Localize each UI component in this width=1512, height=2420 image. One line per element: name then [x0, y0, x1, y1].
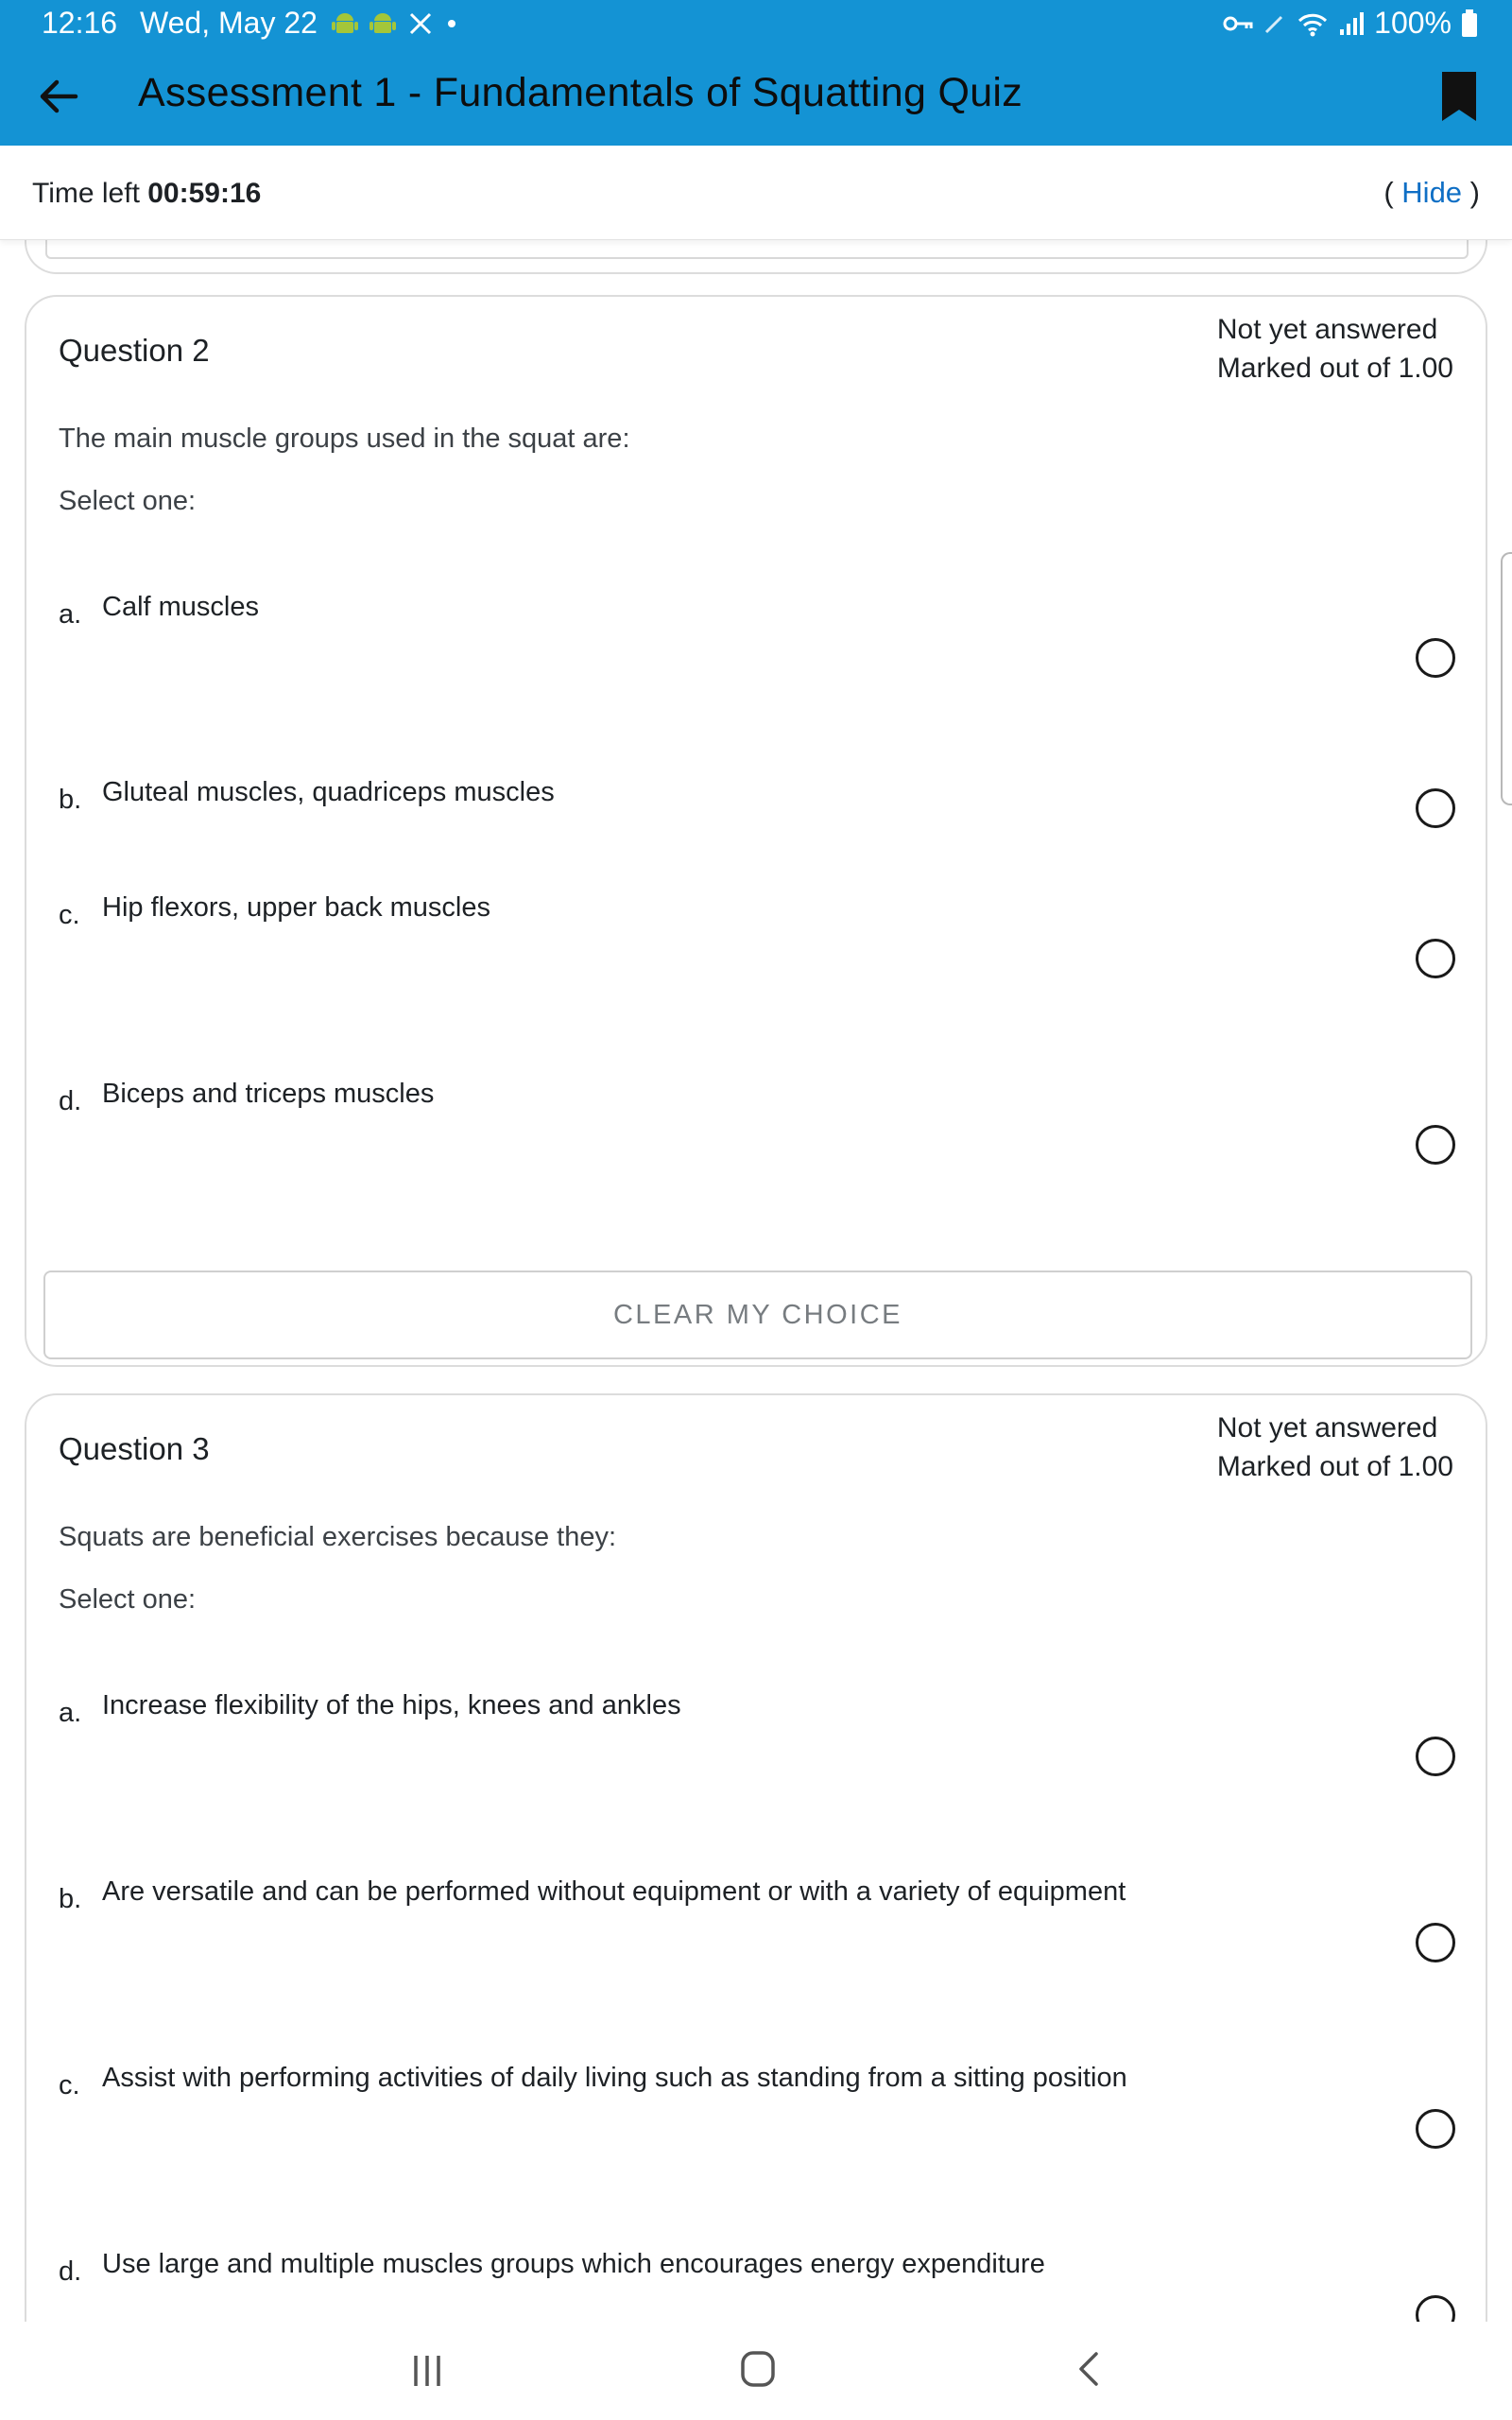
hide-timer: ( Hide ) [1383, 176, 1480, 209]
home-icon[interactable] [739, 2350, 777, 2388]
question-text: Squats are beneficial exercises because they: [59, 1522, 617, 1552]
hide-timer-link[interactable]: Hide [1401, 176, 1463, 209]
option-text[interactable]: Hip flexors, upper back muscles [102, 892, 490, 923]
page-title: Assessment 1 - Fundamentals of Squatting Quiz [138, 70, 1023, 115]
wifi-icon [1297, 9, 1329, 38]
option-radio[interactable] [1416, 939, 1455, 978]
option-text[interactable]: Increase flexibility of the hips, knees and ankles [102, 1690, 681, 1720]
bookmark-icon[interactable] [1438, 70, 1480, 123]
question-text: The main muscle groups used in the squat are: [59, 424, 630, 454]
option-text[interactable]: Use large and multiple muscles groups which encourages energy expenditure [102, 2249, 1045, 2279]
clear-my-choice-button[interactable]: CLEAR MY CHOICE [43, 1270, 1472, 1359]
time-left-label: Time left [32, 178, 148, 209]
option-radio[interactable] [1416, 2109, 1455, 2149]
option-text[interactable]: Biceps and triceps muscles [102, 1079, 435, 1109]
question-title: Question 3 [59, 1431, 210, 1466]
nav-back-icon[interactable] [1070, 2350, 1108, 2388]
vpn-key-icon [1223, 12, 1253, 35]
pen-icon [1263, 11, 1287, 36]
question-status [1217, 1409, 1453, 1486]
option-letter: d. [59, 2256, 82, 2287]
status-date: Wed, May 22 [140, 6, 318, 40]
question-marks: Marked out of 1.00 [1216, 1451, 1453, 1482]
edge-panel-handle[interactable] [1501, 552, 1512, 805]
question-status [1217, 310, 1453, 388]
notification-icons [331, 9, 459, 38]
app-bar [0, 47, 1512, 146]
battery-icon [1461, 9, 1478, 38]
option-radio[interactable] [1416, 1923, 1455, 1962]
answer-status: Not yet answered [1216, 1412, 1438, 1443]
select-one-label: Select one: [59, 1584, 197, 1615]
quiz-timer-bar [0, 146, 1512, 240]
time-left [32, 178, 261, 210]
option-text[interactable]: Assist with performing activities of daily living such as standing from a sitting position [102, 2063, 1127, 2093]
question-title: Question 2 [59, 333, 210, 368]
recent-apps-icon[interactable] [408, 2352, 446, 2390]
option-letter: a. [59, 599, 82, 630]
option-text[interactable]: Are versatile and can be performed without equipment or with a variety of equipment [102, 1876, 1126, 1907]
time-left-value: 00:59:16 [147, 178, 262, 209]
option-radio[interactable] [1416, 638, 1455, 678]
signal-icon [1338, 10, 1365, 37]
dot-icon [444, 9, 459, 38]
option-letter: c. [59, 900, 80, 930]
status-time: 12:16 [42, 6, 118, 40]
status-right-icons [1223, 6, 1478, 41]
option-letter: b. [59, 785, 82, 815]
option-radio[interactable] [1416, 788, 1455, 828]
status-bar [0, 0, 1512, 47]
question-marks: Marked out of 1.00 [1216, 353, 1453, 384]
tools-icon [406, 9, 435, 38]
option-letter: d. [59, 1086, 82, 1116]
answer-status: Not yet answered [1216, 314, 1438, 345]
option-letter: a. [59, 1698, 82, 1728]
option-letter: c. [59, 2070, 80, 2100]
option-radio[interactable] [1416, 1125, 1455, 1165]
question-card [25, 295, 1487, 1367]
question-card [25, 1393, 1487, 2420]
battery-percent: 100% [1374, 6, 1452, 40]
option-letter: b. [59, 1884, 82, 1914]
option-text[interactable]: Gluteal muscles, quadriceps muscles [102, 777, 555, 807]
option-radio[interactable] [1416, 1737, 1455, 1776]
android-icon [331, 9, 359, 38]
option-text[interactable]: Calf muscles [102, 592, 259, 622]
select-one-label: Select one: [59, 486, 197, 516]
system-navigation-bar [0, 2322, 1512, 2420]
android-icon [369, 9, 397, 38]
back-arrow-icon[interactable] [34, 72, 83, 121]
